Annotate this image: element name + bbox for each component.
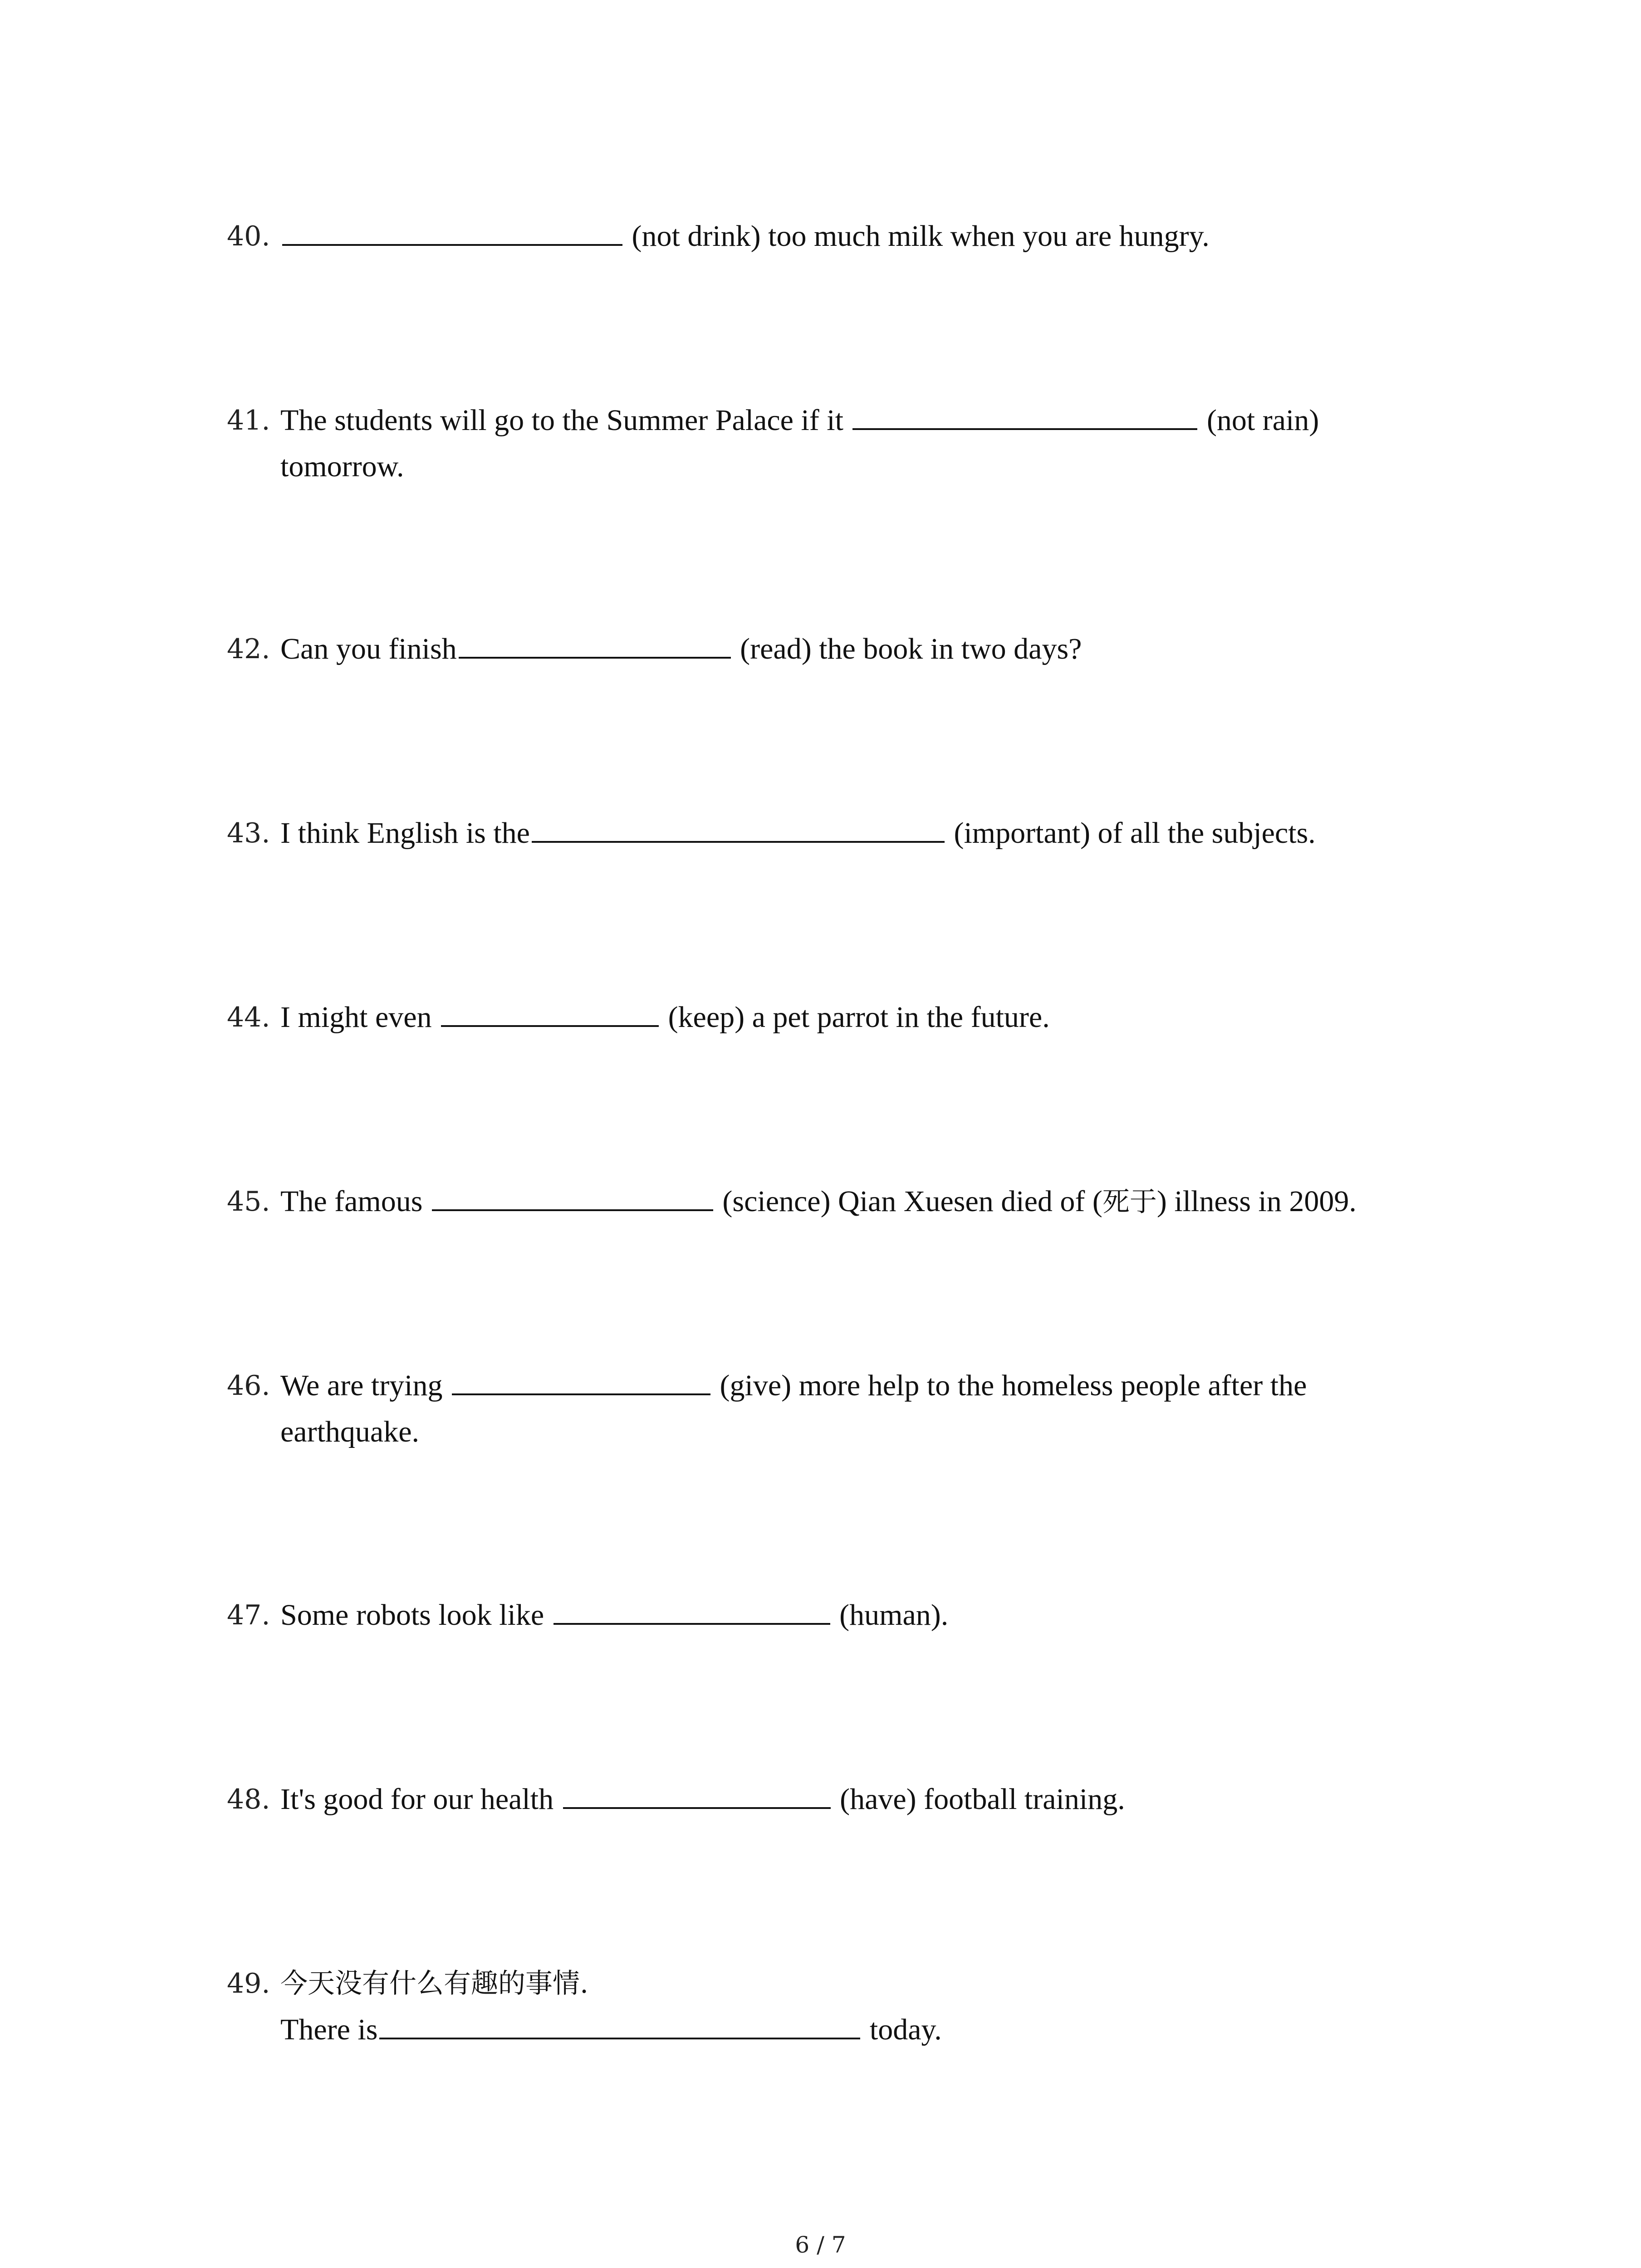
page-number: 6 / 7 (795, 2232, 846, 2258)
question-text: (not drink) too much milk when you are hungry. (280, 213, 1429, 259)
answer-blank[interactable] (563, 1780, 831, 1809)
question-text: There is today. (280, 2007, 1429, 2053)
question-48 (227, 1776, 1429, 1823)
question-number: 43. (227, 817, 270, 849)
answer-blank[interactable] (554, 1596, 830, 1625)
answer-blank[interactable] (452, 1366, 710, 1395)
question-44 (227, 994, 1429, 1041)
question-43 (227, 810, 1429, 856)
question-text: Some robots look like (human). (280, 1592, 1429, 1638)
answer-blank[interactable] (441, 998, 659, 1027)
question-text: Can you finish (read) the book in two days? (280, 626, 1429, 672)
question-number: 44. (227, 1002, 270, 1033)
question-40 (227, 213, 1429, 259)
question-49 (227, 1960, 1429, 2053)
answer-blank[interactable] (379, 2010, 860, 2039)
question-text: The famous (science) Qian Xuesen died of (死于) illness in 2009. (280, 1178, 1429, 1225)
question-45 (227, 1178, 1429, 1225)
question-46 (227, 1363, 1429, 1455)
question-number: 40. (227, 220, 270, 252)
question-text: The students will go to the Summer Palace if it (not rain) (280, 397, 1429, 444)
question-number: 42. (227, 633, 270, 665)
answer-blank[interactable] (282, 217, 622, 246)
answer-blank[interactable] (852, 401, 1197, 430)
question-42 (227, 626, 1429, 672)
question-text: We are trying (give) more help to the homeless people after the (280, 1363, 1429, 1409)
answer-blank[interactable] (432, 1182, 713, 1211)
question-number: 45. (227, 1186, 270, 1217)
answer-blank[interactable] (459, 630, 731, 659)
question-text: I think English is the (important) of all the subjects. (280, 810, 1429, 856)
answer-blank[interactable] (532, 814, 945, 843)
question-text-continued: tomorrow. (280, 450, 404, 483)
question-number: 47. (227, 1599, 270, 1631)
question-41 (227, 397, 1429, 490)
question-prompt-chinese: 今天没有什么有趣的事情. (280, 1968, 589, 1999)
question-number: 46. (227, 1370, 270, 1402)
question-number: 48. (227, 1784, 270, 1815)
question-number: 49. (227, 1968, 270, 1999)
question-47 (227, 1592, 1429, 1638)
question-text: I might even (keep) a pet parrot in the future. (280, 994, 1429, 1041)
question-text: It's good for our health (have) football training. (280, 1776, 1429, 1823)
question-text-continued: earthquake. (280, 1415, 419, 1448)
question-number: 41. (227, 405, 270, 436)
